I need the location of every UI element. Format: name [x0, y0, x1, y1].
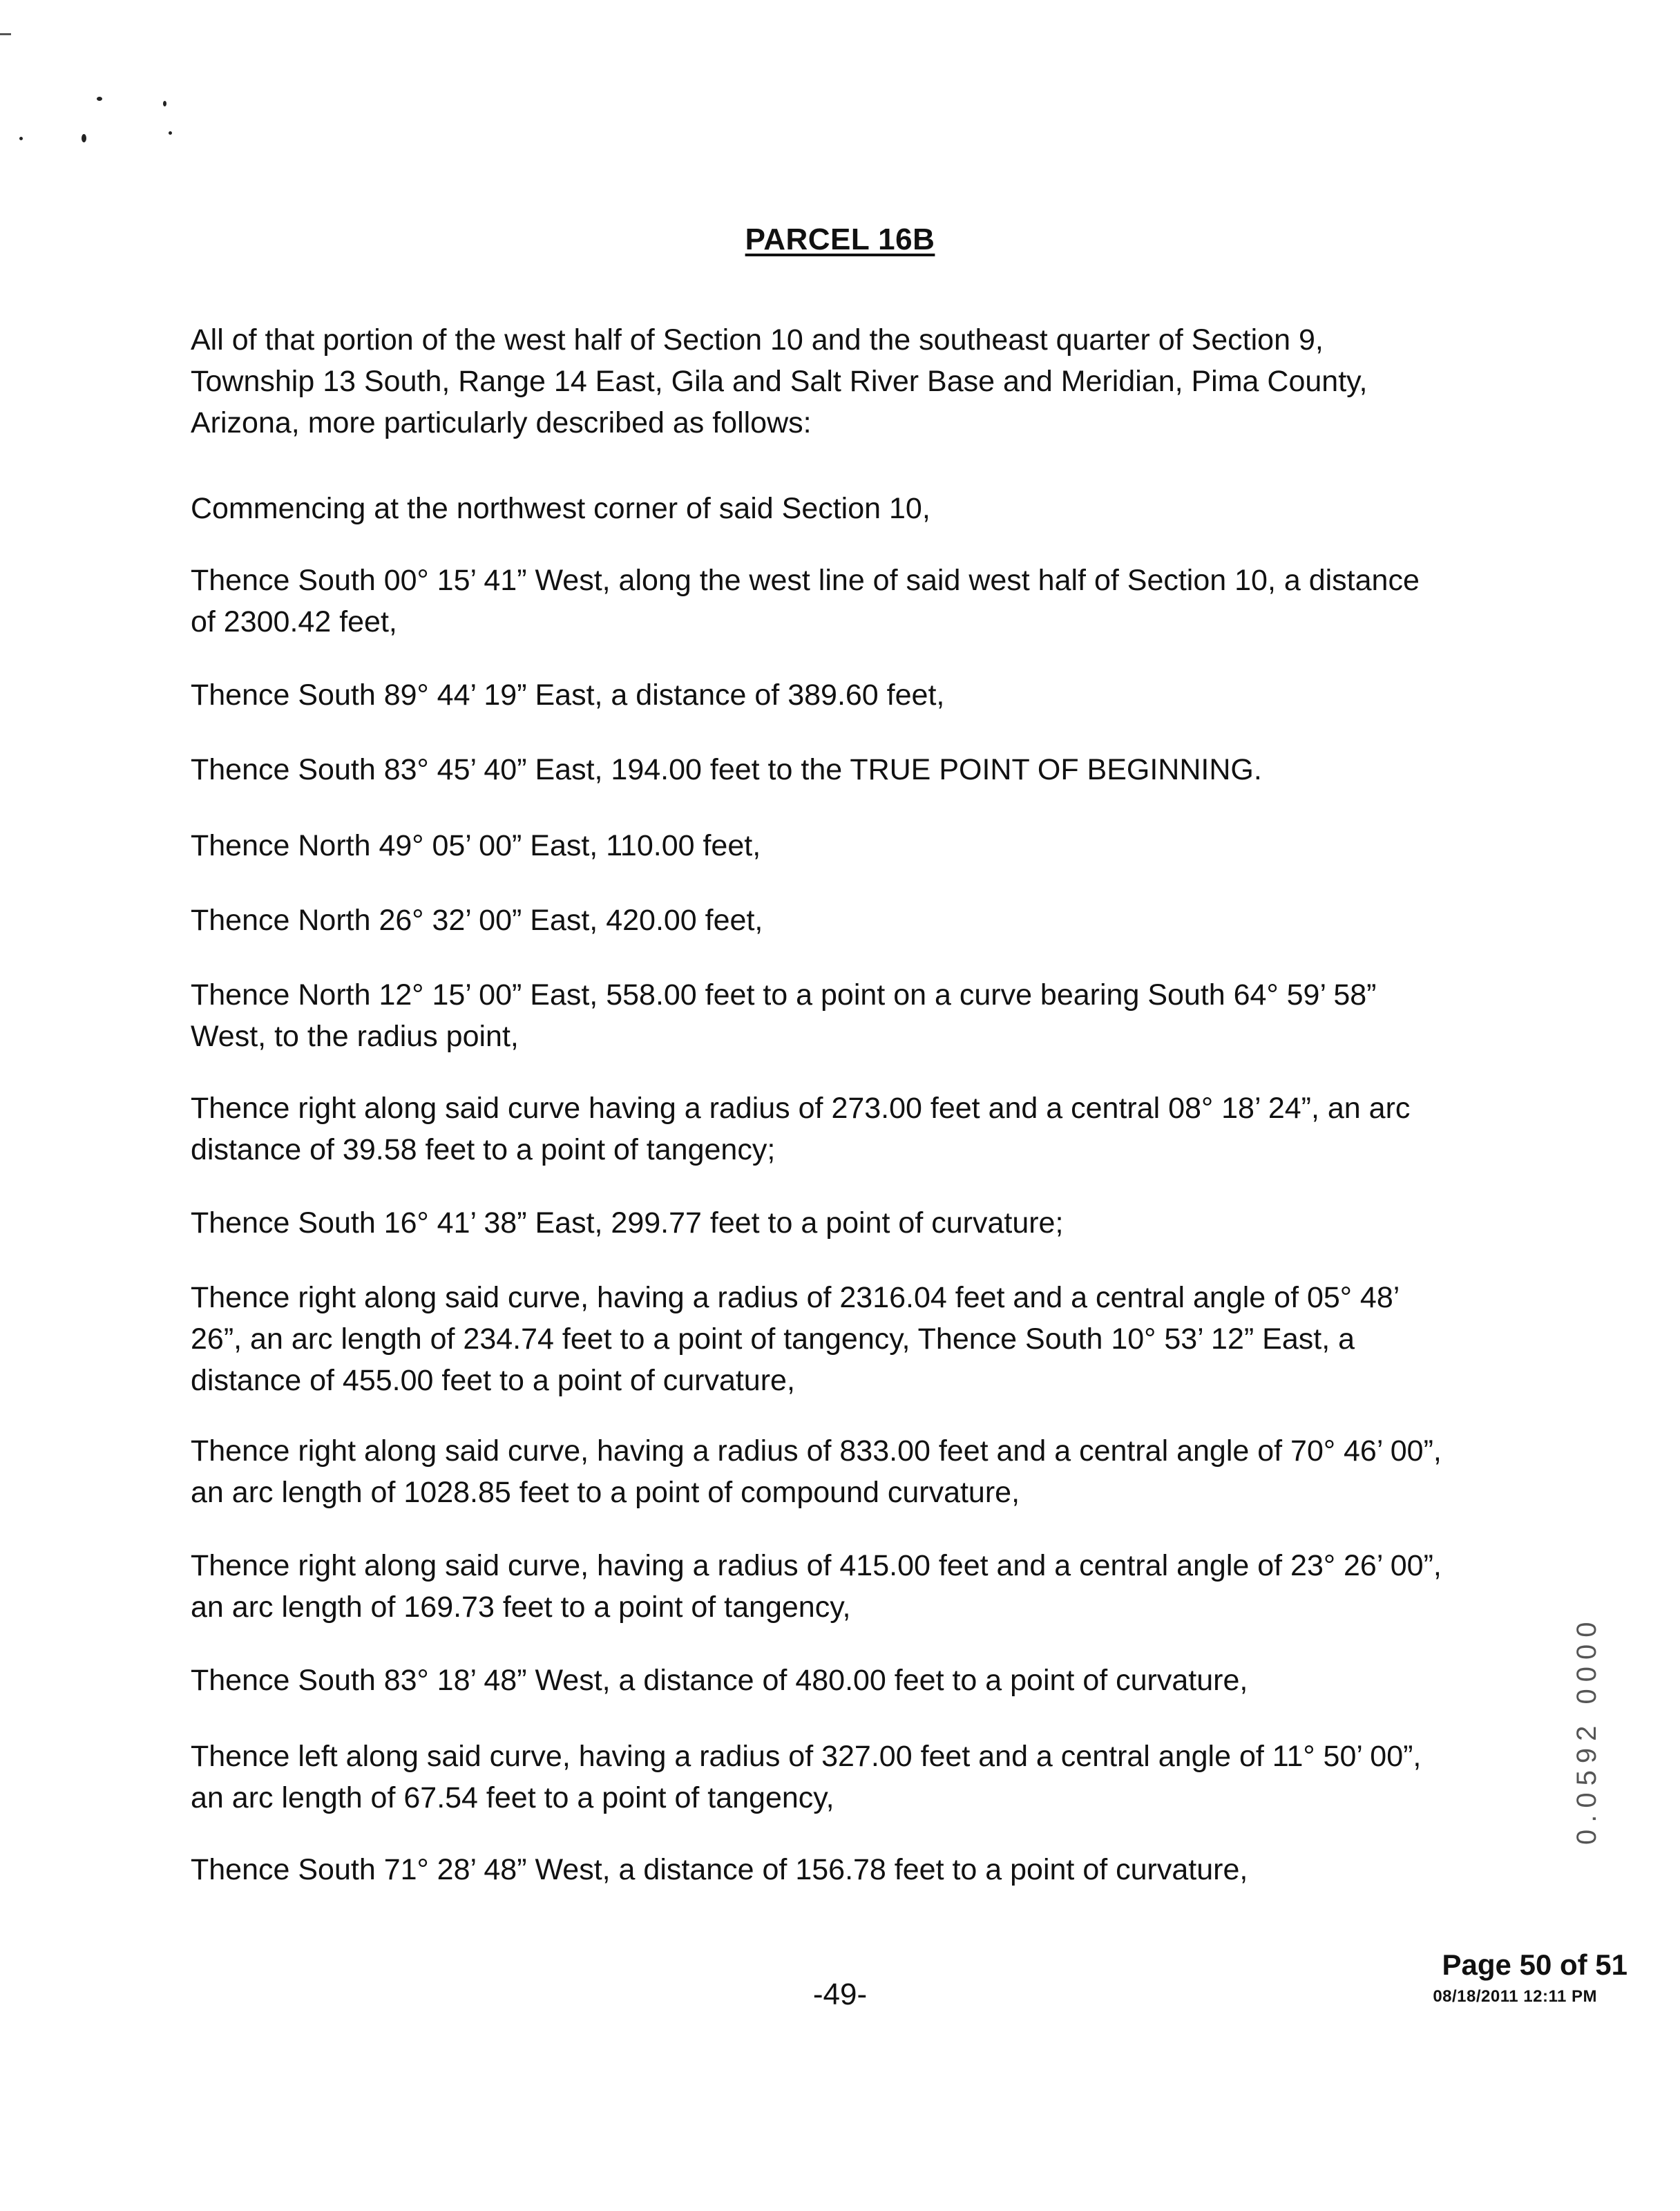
paragraph-true-point-of-beginning: Thence South 83° 45’ 40” East, 194.00 feet to the TRUE POINT OF BEGINNING. [191, 753, 1262, 786]
paragraph-course: Thence right along said curve, having a radius of 415.00 feet and a central angle of 23° 26’ 00”, an arc length of 169.73 feet to a point of tangency, [191, 1549, 1442, 1624]
paragraph-course: Thence North 49° 05’ 00” East, 110.00 feet, [191, 829, 761, 862]
recording-stamp [1567, 1541, 1608, 1859]
paragraph-course: Thence right along said curve, having a radius of 833.00 feet and a central angle of 70° 46’ 00”, an arc length of 1028.85 feet to a point of compound curvature, [191, 1434, 1442, 1509]
recording-stamp-text: 0.0592 0000 [1572, 1615, 1602, 1845]
page-number: -49- [812, 1977, 868, 2011]
paragraph-course: Thence South 00° 15’ 41” West, along the west line of said west half of Section 10, a distance of 2300.42 feet, [191, 564, 1420, 638]
parcel-title: PARCEL 16B [745, 222, 935, 256]
print-timestamp: 08/18/2011 12:11 PM [1433, 1987, 1597, 2006]
paragraph-course: Thence North 26° 32’ 00” East, 420.00 feet, [191, 904, 763, 937]
paragraph-course: Thence North 12° 15’ 00” East, 558.00 feet to a point on a curve bearing South 64° 59’ 58” West, to the radius point, [191, 978, 1377, 1053]
paragraph-course: Thence left along said curve, having a radius of 327.00 feet and a central angle of 11° 50’ 00”, an arc length of 67.54 feet to a point of tangency, [191, 1740, 1422, 1814]
scan-speck [19, 137, 23, 140]
paragraph-course: Thence right along said curve, having a radius of 2316.04 feet and a central angle of 05° 48’ 26”, an arc length of 234.74 feet to a point of tangency, Thence South 10° 53’ 12” East, a distance of 455.00 feet to a point of curvature, [191, 1281, 1399, 1397]
scan-speck [169, 131, 172, 135]
paragraph-course: Thence South 83° 18’ 48” West, a distance of 480.00 feet to a point of curvature, [191, 1664, 1248, 1697]
scan-speck [97, 97, 102, 101]
paragraph-course: Thence right along said curve having a radius of 273.00 feet and a central 08° 18’ 24”, an arc distance of 39.58 feet to a point of tangency; [191, 1092, 1411, 1166]
paragraph-description: All of that portion of the west half of Section 10 and the southeast quarter of Section 9, Township 13 South, Range 14 East, Gila and Salt River Base and Meridian, Pima County, Arizona, more particularly described as follows: [191, 323, 1368, 439]
scan-speck [82, 134, 86, 142]
page-counter: Page 50 of 51 [1442, 1948, 1628, 1981]
paragraph-commencing: Commencing at the northwest corner of said Section 10, [191, 492, 930, 525]
scan-edge-mark [0, 33, 11, 35]
paragraph-course: Thence South 89° 44’ 19” East, a distance of 389.60 feet, [191, 679, 945, 712]
paragraph-course: Thence South 16° 41’ 38” East, 299.77 feet to a point of curvature; [191, 1206, 1064, 1240]
scan-speck [163, 101, 166, 106]
paragraph-course: Thence South 71° 28’ 48” West, a distance of 156.78 feet to a point of curvature, [191, 1853, 1248, 1886]
